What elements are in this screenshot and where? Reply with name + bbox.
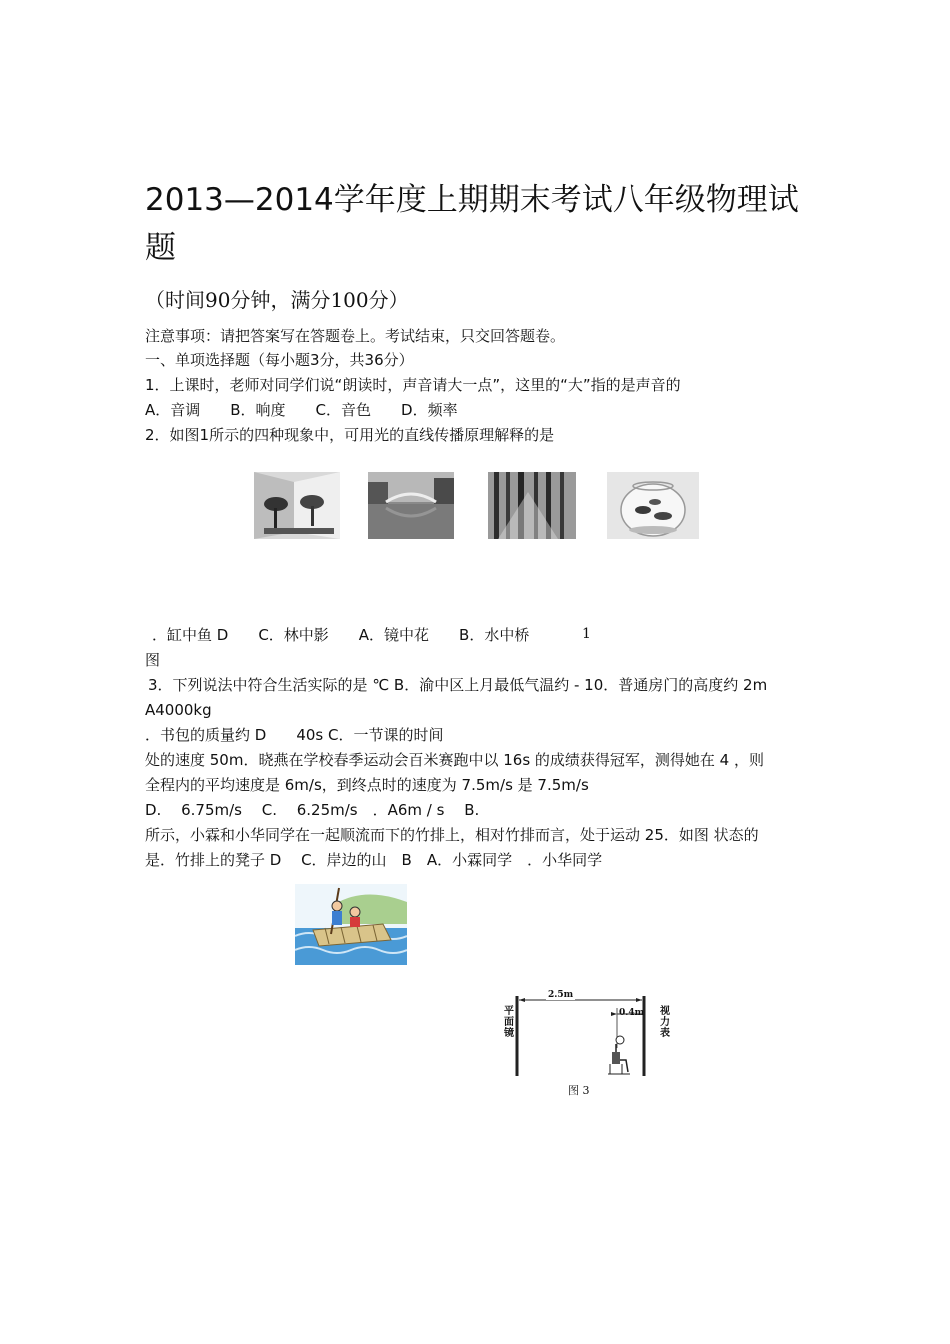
question-2-stem: 2．如图1所示的四种现象中，可用光的直线传播原理解释的是 xyxy=(145,426,555,444)
figure-3-mirror-label: 平面镜 xyxy=(504,1006,514,1039)
question-5-line-1: 所示，小霖和小华同学在一起顺流而下的竹排上，相对竹排而言，处于运动 25．如图 状态的 xyxy=(145,826,759,844)
question-3-line-3: ．书包的质量约 D 40s C．一节课的时间 xyxy=(145,726,444,744)
figure-1-number: 1 xyxy=(582,626,591,642)
question-3-line-2: A4000kg xyxy=(145,701,212,719)
figure-1-char: 图 xyxy=(145,651,161,669)
question-4-line-2: 全程内的平均速度是 6m/s，到终点时的速度为 7.5m/s 是 7.5m/s xyxy=(145,776,589,794)
figure-3-total-distance: 2.5m xyxy=(548,990,574,1000)
figure-3-diagram xyxy=(504,988,684,1098)
section-heading: 一、单项选择题（每小题3分，共36分） xyxy=(145,351,414,369)
question-4-line-3: D. 6.75m/s C. 6.25m/s ．A6m / s B. xyxy=(145,801,480,819)
question-2-options: ．缸中鱼 D C．林中影 A．镜中花 B．水中桥 xyxy=(152,626,530,644)
figure-3-chart-label: 视力表 xyxy=(660,1006,670,1039)
question-1-stem: 1．上课时，老师对同学们说“朗读时，声音请大一点”，这里的“大”指的是声音的 xyxy=(145,376,681,394)
exam-subtitle: （时间90分钟，满分100分） xyxy=(145,288,409,312)
figure-fish-bowl-photo xyxy=(607,472,699,539)
question-5-line-2: 是．竹排上的凳子 D C．岸边的山 B A．小霖同学 ．小华同学 xyxy=(145,851,603,869)
figure-forest-shadow-photo xyxy=(488,472,576,539)
notice-text: 注意事项：请把答案写在答题卷上。考试结束，只交回答题卷。 xyxy=(145,327,566,345)
figure-bridge-reflection-photo xyxy=(368,472,454,539)
question-3-line-1: 3．下列说法中符合生活实际的是 ℃ B．渝中区上月最低气温约 - 10．普通房门的高度约 2m xyxy=(148,676,768,694)
figure-3-small-distance: 0.4m xyxy=(619,1008,645,1018)
figure-3-caption: 图 3 xyxy=(568,1084,590,1097)
question-4-line-1: 处的速度 50m．晓燕在学校春季运动会百米赛跑中以 16s 的成绩获得冠军，测得她在 4 ，则 xyxy=(145,751,764,769)
figure-raft-illustration xyxy=(295,884,407,965)
page-title: 2013—2014学年度上期期末考试八年级物理试题 xyxy=(145,182,799,266)
question-1-options: A．音调 B．响度 C．音色 D．频率 xyxy=(145,401,458,419)
figure-mirror-flower-photo xyxy=(254,472,340,539)
